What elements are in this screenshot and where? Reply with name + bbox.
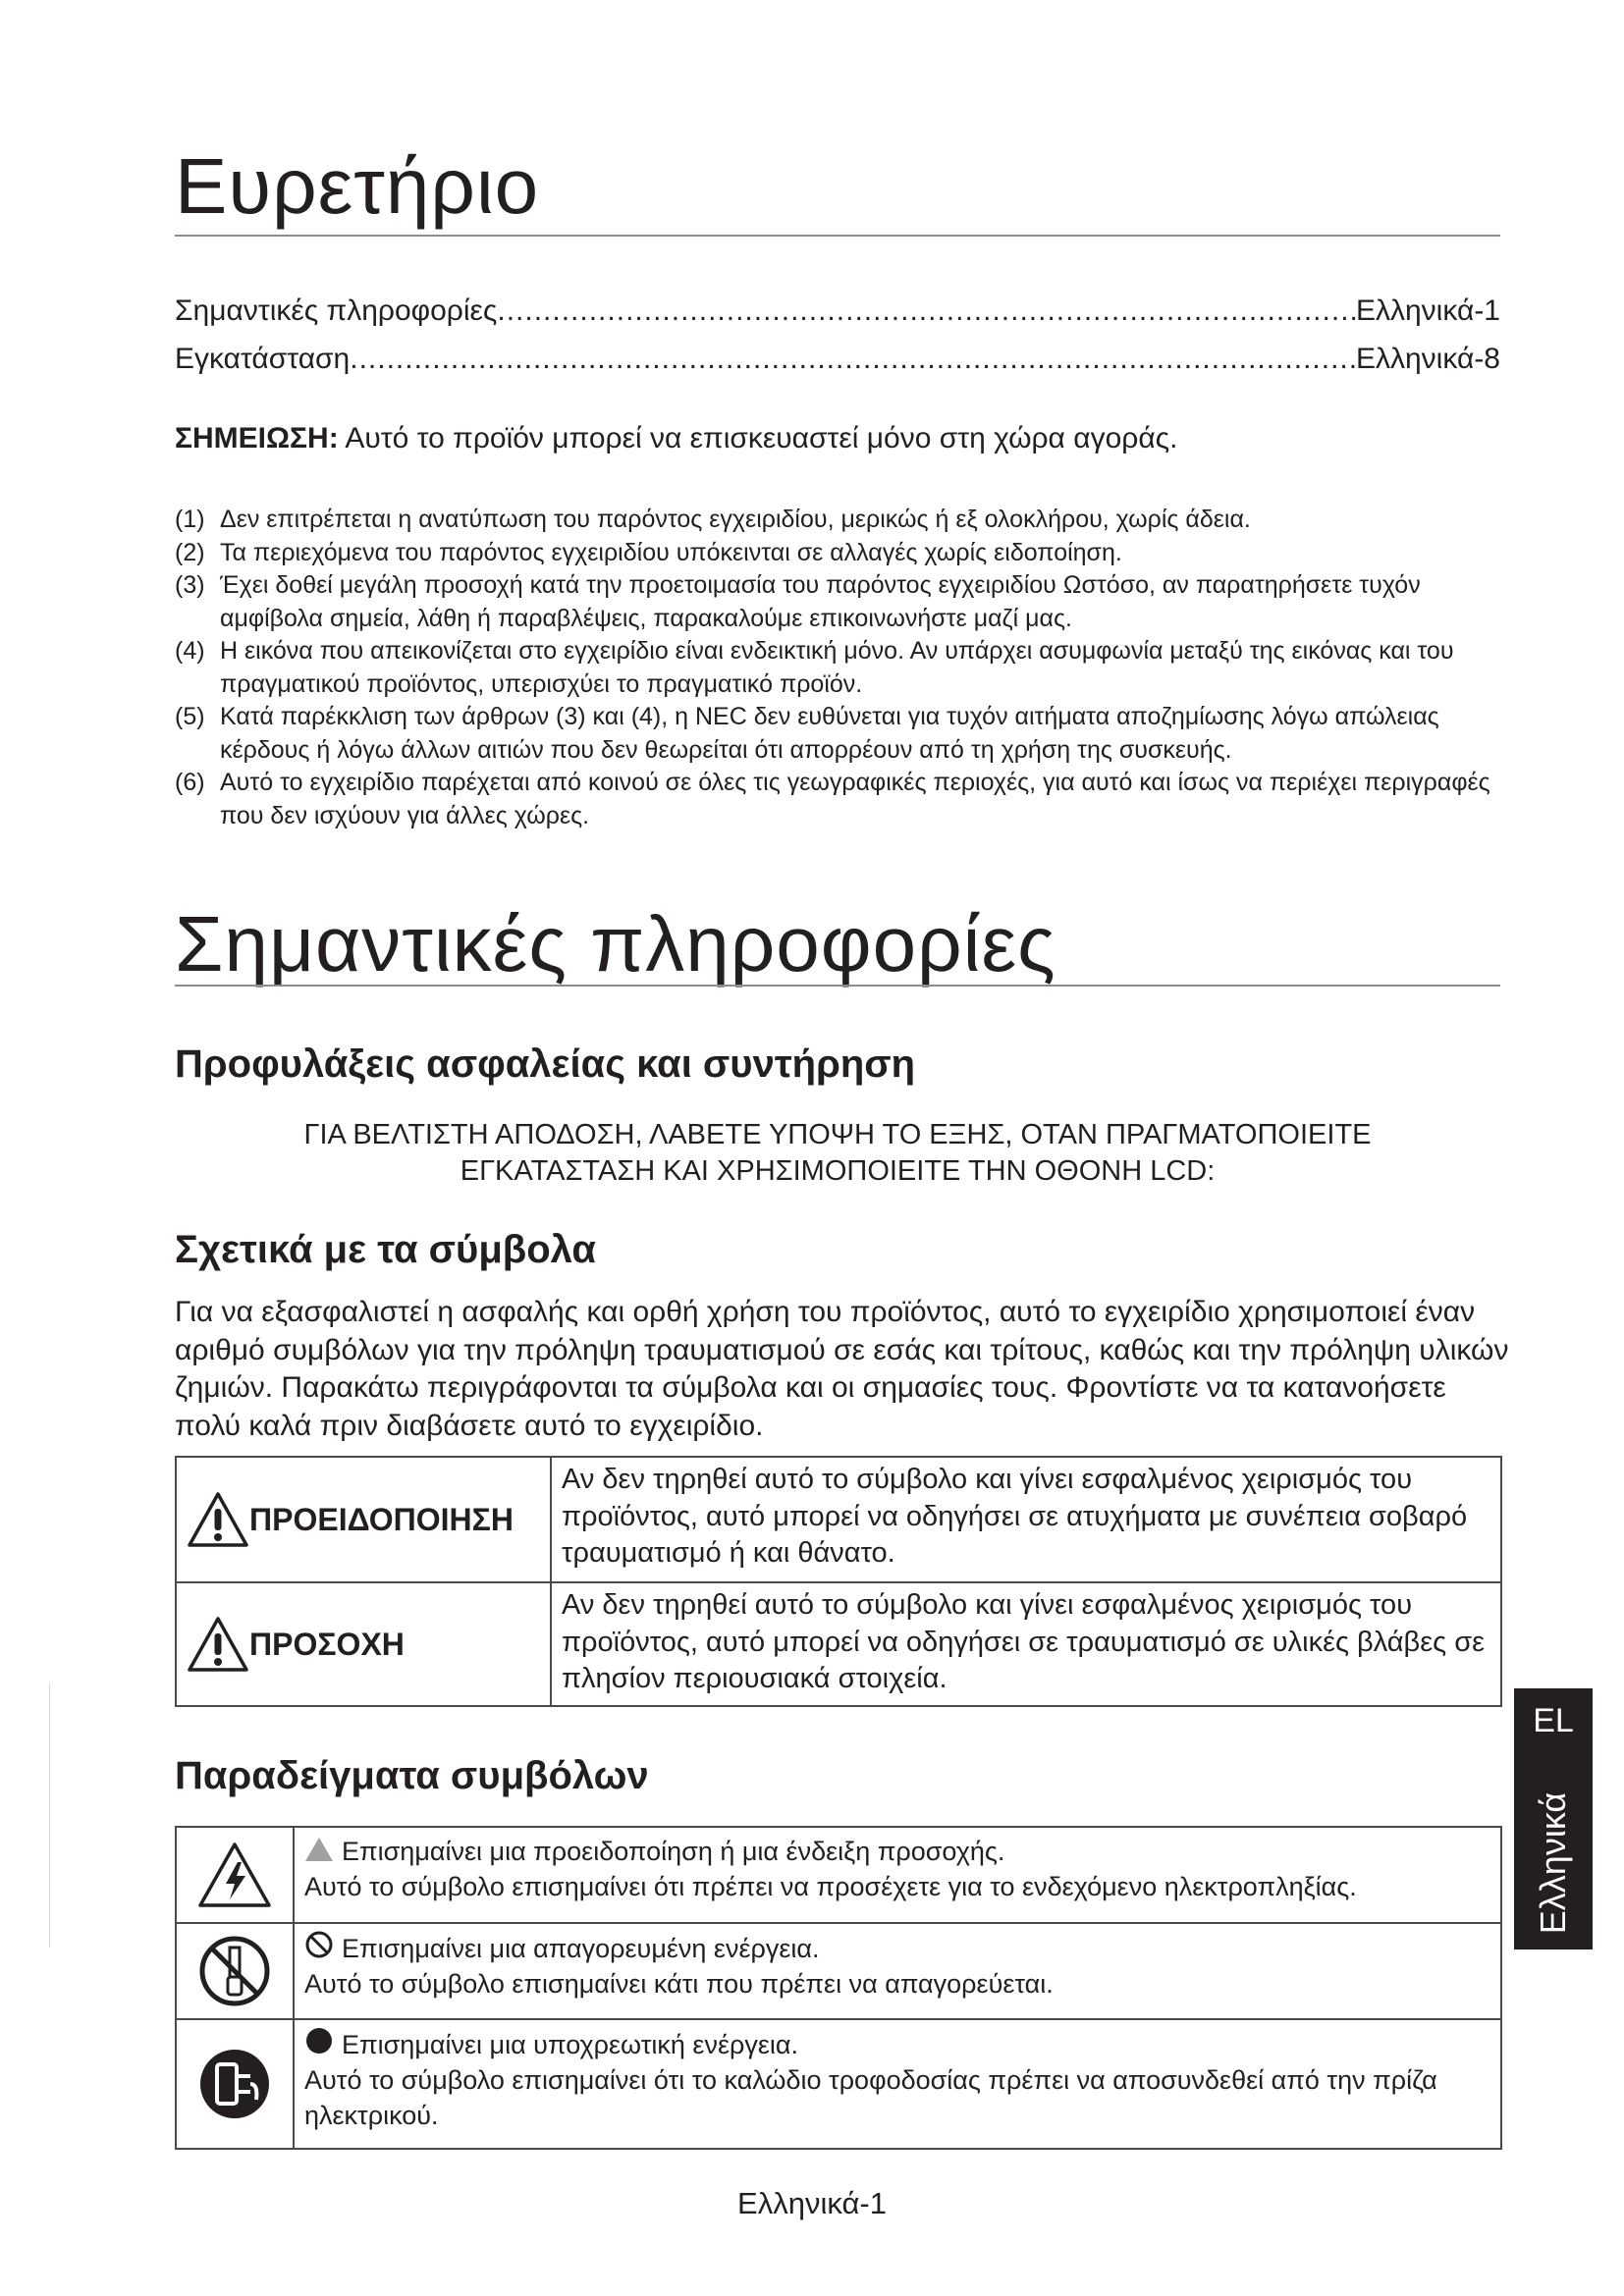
index-title-rule: [175, 235, 1500, 237]
example-icon-cell: [176, 1827, 294, 1923]
grey-triangle-icon: [304, 1837, 334, 1862]
table-row: [176, 1827, 1501, 1923]
caution-triangle-icon: [187, 1616, 249, 1673]
example-desc-cell: [294, 1827, 1501, 1923]
note: [175, 420, 1177, 457]
list-number: (6): [175, 769, 205, 796]
symbol-legend-table: [175, 1456, 1502, 1707]
safety-caption: [175, 1117, 1500, 1190]
list-item: [175, 701, 1510, 767]
scan-edge-line: [49, 1682, 50, 1948]
table-row: [176, 1923, 1501, 2019]
list-text: Αυτό το εγχειρίδιο παρέχεται από κοινού σε όλες τις γεωγραφικές περιοχές, για αυτό και ίσως να περιέχει περιγραφές που δεν ισχύουν για άλλες χώρες.: [220, 769, 1490, 829]
list-number: (1): [175, 506, 205, 533]
caution-desc-cell: [551, 1582, 1501, 1706]
example-icon-cell: [176, 1923, 294, 2019]
safety-caption-line: ΓΙΑ ΒΕΛΤΙΣΤΗ ΑΠΟΔΟΣΗ, ΛΑΒΕΤΕ ΥΠΟΨΗ ΤΟ ΕΞΗΣ, ΟΤΑΝ ΠΡΑΓΜΑΤΟΠΟΙΕΙΤΕ: [303, 1119, 1372, 1150]
list-text: Δεν επιτρέπεται η ανατύπωση του παρόντος εγχειριδίου, μερικώς ή εξ ολοκλήρου, χωρίς άδεια.: [220, 506, 1251, 533]
warning-label: ΠΡΟΕΙΔΟΠΟΙΗΣΗ: [249, 1501, 514, 1537]
list-item: [175, 537, 1510, 570]
example-line: Επισημαίνει μια υποχρεωτική ενέργεια.: [342, 2030, 799, 2059]
safety-heading: Προφυλάξεις ασφαλείας και συντήρηση: [175, 1042, 916, 1086]
toc-label: Σημαντικές πληροφορίες: [175, 294, 498, 327]
example-line: Επισημαίνει μια προειδοποίηση ή μια ένδειξη προσοχής.: [342, 1837, 1005, 1866]
list-number: (4): [175, 637, 205, 665]
language-name: Ελληνικά: [1533, 1791, 1573, 1935]
toc-page: Ελληνικά-1: [1355, 294, 1500, 327]
safety-caption-line: ΕΓΚΑΤΑΣΤΑΣΗ ΚΑΙ ΧΡΗΣΙΜΟΠΟΙΕΙΤΕ ΤΗΝ ΟΘΟΝΗ LCD:: [460, 1155, 1216, 1187]
language-side-tab: [1514, 1688, 1593, 1949]
caution-label: ΠΡΟΣΟΧΗ: [249, 1626, 405, 1662]
page-number: Ελληνικά-1: [737, 2186, 887, 2220]
list-item: [175, 635, 1510, 701]
warning-triangle-icon: [187, 1491, 249, 1548]
symbols-paragraph: Για να εξασφαλιστεί η ασφαλής και ορθή χρήση του προϊόντος, αυτό το εγχειρίδιο χρησιμοποιεί έναν αριθμό συμβόλων για την πρόληψη τραυματισμού σε εσάς και τρίτους, καθώς και την πρόληψη υλικών ζημιών. Παρακάτω περιγράφονται τα σύμβολα και οι σημασίες τους. Φροντίστε να τα κατανοήσετε πολύ καλά πριν διαβάσετε αυτό το εγχειρίδιο.: [175, 1296, 1509, 1442]
index-title: Ευρετήριο: [175, 142, 540, 230]
list-number: (3): [175, 571, 205, 599]
toc-row[interactable]: [175, 341, 1500, 378]
toc-page: Ελληνικά-8: [1355, 343, 1500, 375]
note-text: Αυτό το προϊόν μπορεί να επισκευαστεί μόνο στη χώρα αγοράς.: [345, 422, 1178, 454]
example-line: Αυτό το σύμβολο επισημαίνει κάτι που πρέπει να απαγορεύεται.: [304, 1969, 1054, 1999]
warning-desc-cell: [551, 1457, 1501, 1582]
example-icon-cell: [176, 2019, 294, 2149]
list-number: (2): [175, 538, 205, 566]
warning-label-cell: [176, 1457, 551, 1582]
prohibition-icon: [304, 1930, 334, 1959]
list-text: Τα περιεχόμενα του παρόντος εγχειριδίου υπόκεινται σε αλλαγές χωρίς ειδοποίηση.: [220, 538, 1122, 566]
do-not-disassemble-icon: [197, 1934, 272, 2008]
caution-label-cell: [176, 1582, 551, 1706]
list-text: Η εικόνα που απεικονίζεται στο εγχειρίδιο είναι ενδεικτική μόνο. Αν υπάρχει ασυμφωνία μεταξύ της εικόνας και του πραγματικού προϊόντος, υπερισχύει το πραγματικό προϊόν.: [220, 637, 1454, 698]
list-item: [175, 504, 1510, 537]
mandatory-action-dot-icon: [304, 2026, 334, 2056]
unplug-power-icon: [197, 2047, 272, 2121]
symbol-examples-table: [175, 1826, 1502, 2150]
electric-shock-warning-icon: [196, 1841, 273, 1909]
table-row: [176, 1582, 1501, 1706]
table-row: [176, 1457, 1501, 1582]
important-title: Σημαντικές πληροφορίες: [175, 900, 1056, 988]
notes-list: [175, 504, 1510, 832]
toc-row[interactable]: [175, 293, 1500, 330]
list-item: [175, 767, 1510, 832]
important-title-rule: [175, 985, 1500, 987]
note-label: ΣΗΜΕΙΩΣΗ:: [175, 422, 339, 454]
symbols-heading: Σχετικά με τα σύμβολα: [175, 1228, 596, 1271]
list-number: (5): [175, 703, 205, 730]
example-line: Αυτό το σύμβολο επισημαίνει ότι πρέπει να προσέχετε για το ενδεχόμενο ηλεκτροπληξίας.: [304, 1872, 1357, 1901]
toc-label: Εγκατάσταση: [175, 343, 351, 375]
list-item: [175, 569, 1510, 635]
toc-leader-dots: [497, 293, 1356, 330]
warning-desc: Αν δεν τηρηθεί αυτό το σύμβολο και γίνει εσφαλμένος χειρισμός του προϊόντος, αυτό μπορεί να οδηγήσει σε ατυχήματα με συνέπεια σοβαρό τραυματισμό ή και θάνατο.: [562, 1464, 1468, 1569]
table-row: [176, 2019, 1501, 2149]
language-code: EL: [1533, 1702, 1574, 1739]
example-desc-cell: [294, 2019, 1501, 2149]
example-line: Αυτό το σύμβολο επισημαίνει ότι το καλώδιο τροφοδοσίας πρέπει να αποσυνδεθεί από την πρίζα ηλεκτρικού.: [304, 2065, 1437, 2130]
example-line: Επισημαίνει μια απαγορευμένη ενέργεια.: [342, 1934, 820, 1963]
list-text: Έχει δοθεί μεγάλη προσοχή κατά την προετοιμασία του παρόντος εγχειριδίου Ωστόσο, αν παρατηρήσετε τυχόν αμφίβολα σημεία, λάθη ή παραβλέψεις, παρακαλούμε επικοινωνήστε μαζί μας.: [220, 571, 1421, 632]
caution-desc: Αν δεν τηρηθεί αυτό το σύμβολο και γίνει εσφαλμένος χειρισμός του προϊόντος, αυτό μπορεί να οδηγήσει σε τραυματισμό σε υλικές βλάβες σε πλησίον περιουσιακά στοιχεία.: [562, 1589, 1486, 1694]
example-desc-cell: [294, 1923, 1501, 2019]
toc-leader-dots: [350, 341, 1356, 378]
examples-heading: Παραδείγματα συμβόλων: [175, 1754, 649, 1797]
list-text: Κατά παρέκκλιση των άρθρων (3) και (4), η NEC δεν ευθύνεται για τυχόν αιτήματα αποζημίωσης λόγω απώλειας κέρδους ή λόγω άλλων αιτιών που δεν θεωρείται ότι απορρέουν από τη χρήση της συσκευής.: [220, 703, 1439, 764]
